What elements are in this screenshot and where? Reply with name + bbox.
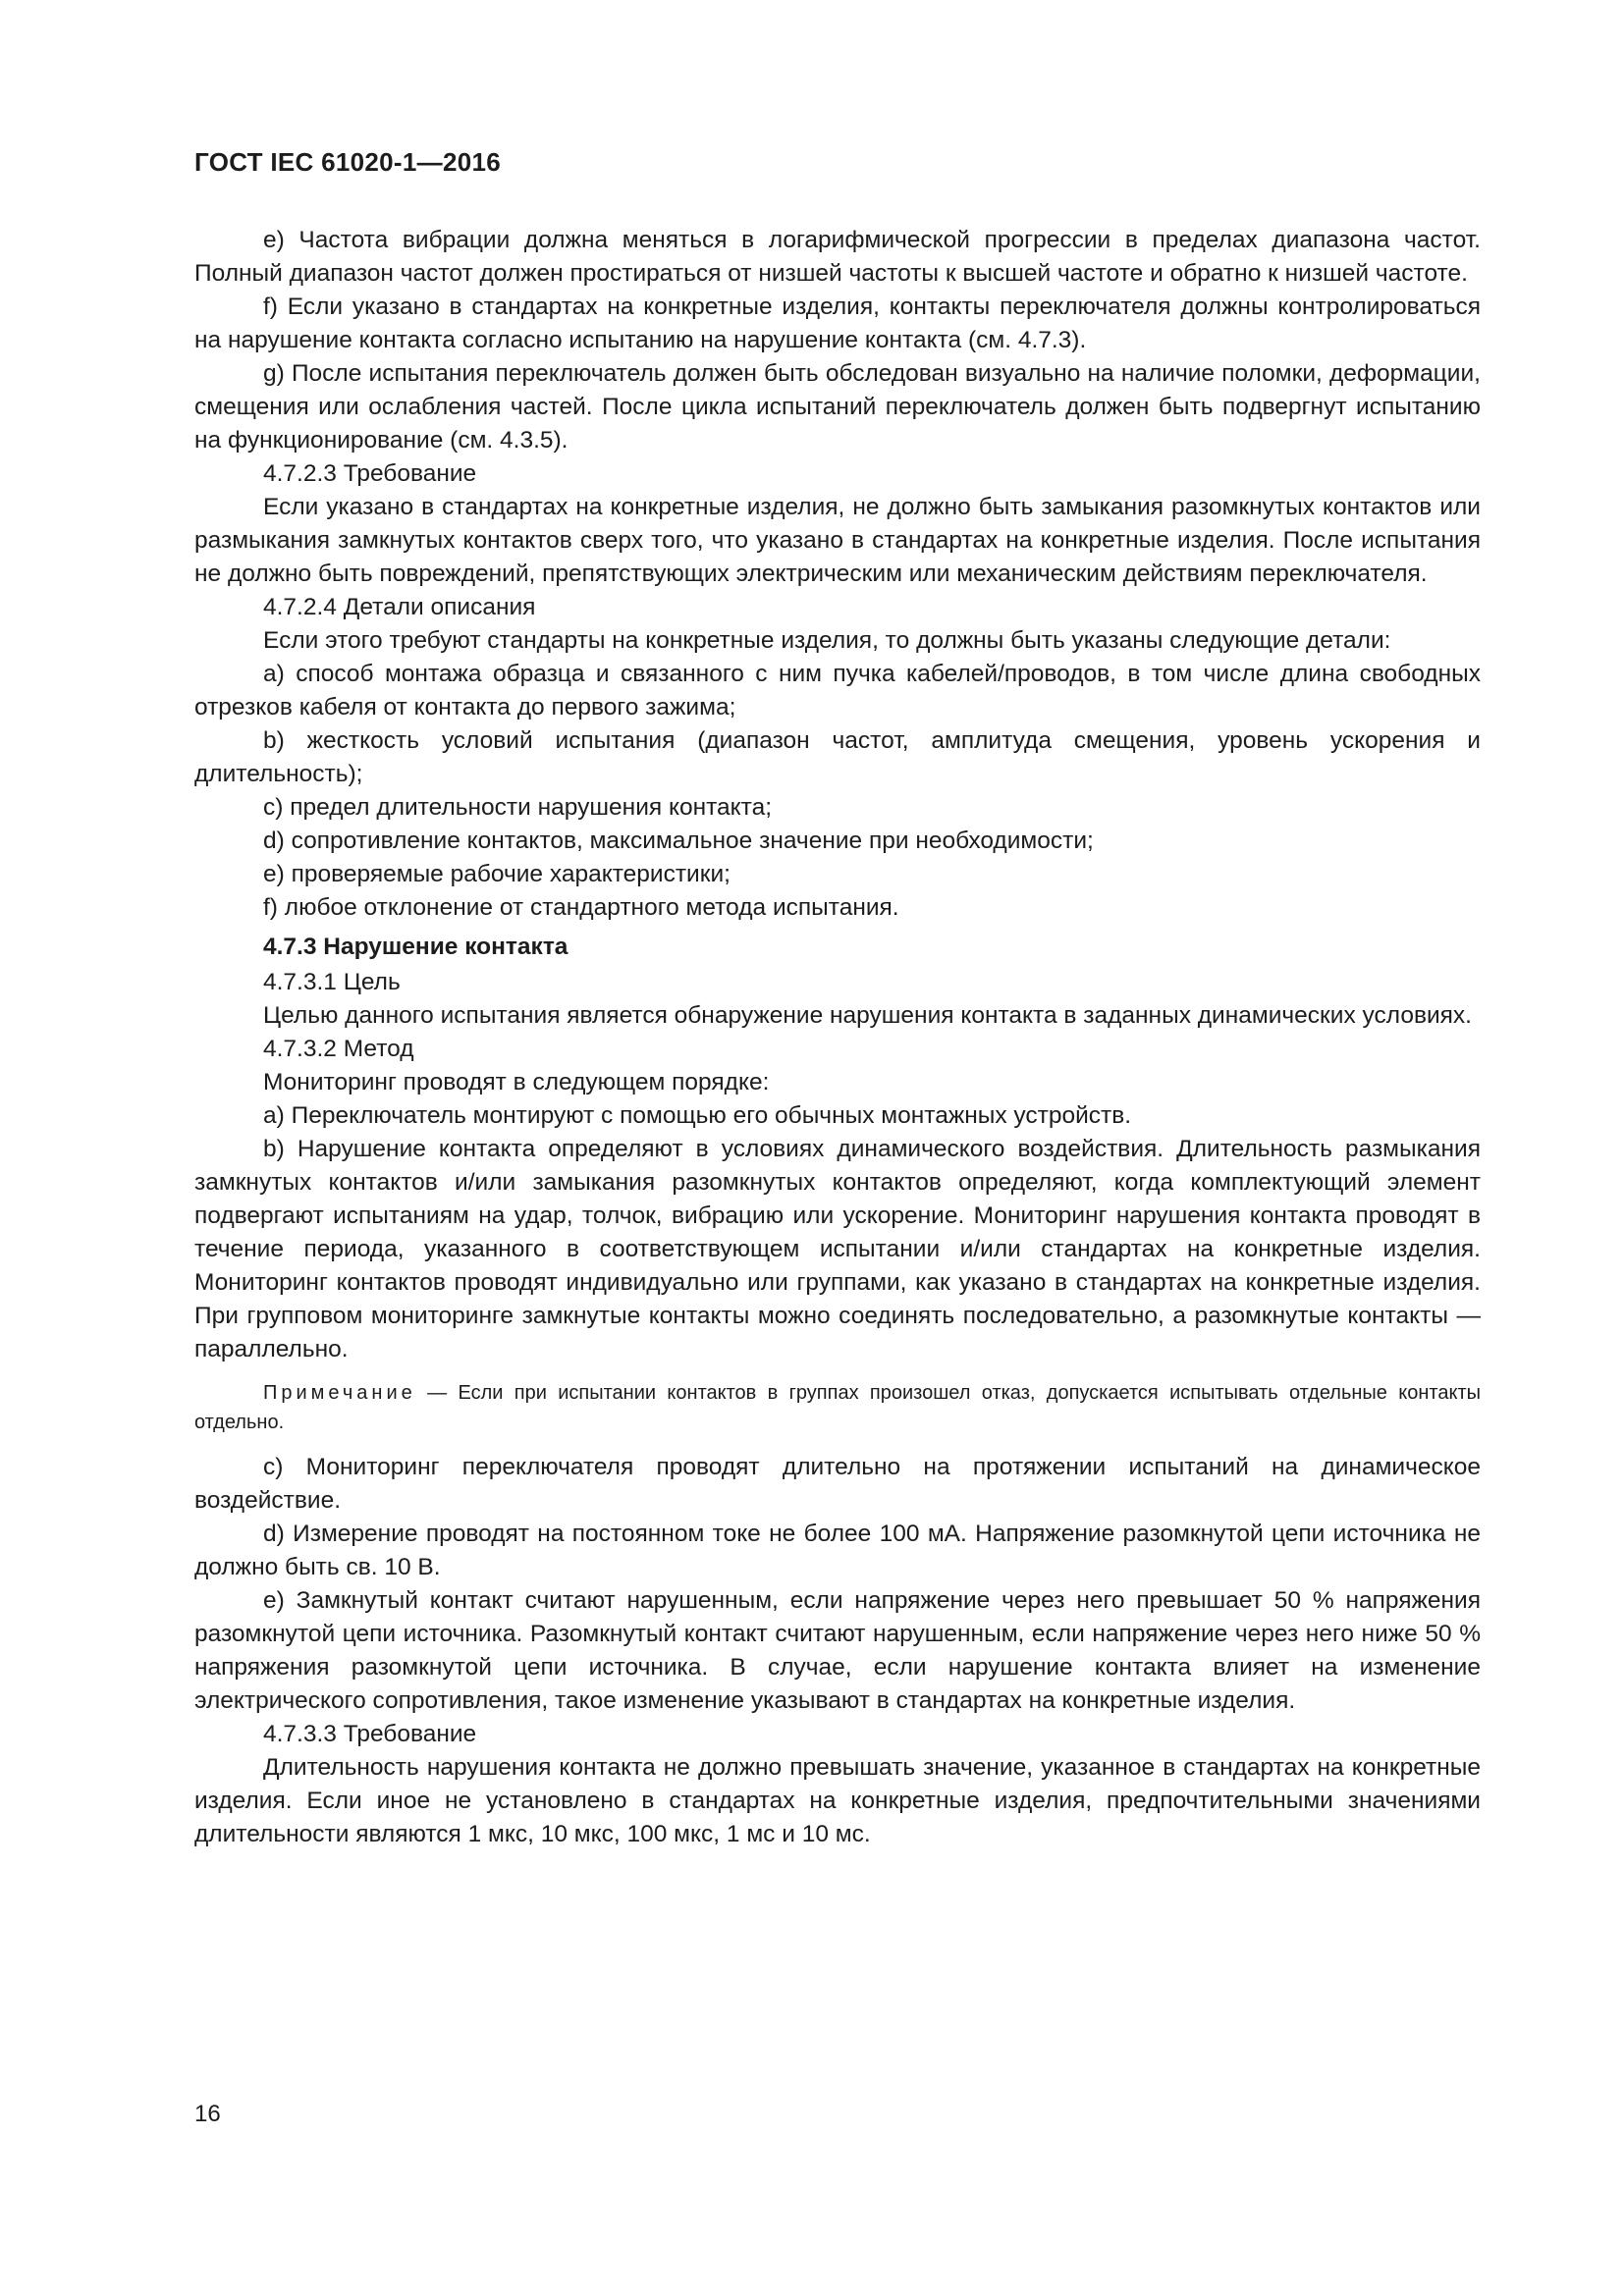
- paragraph: e) Замкнутый контакт считают нарушенным, если напряжение через него превышает 50 % напряжения разомкнутой цепи источника. Разомкнутый контакт считают нарушенным, если напряжение через него ниже 50 % напряжения разомкнутой цепи источника. В случае, если нарушение контакта влияет на изменение электрического сопротивления, такое изменение указывают в стандартах на конкретные изделия.: [194, 1587, 1481, 1714]
- page-number: 16: [194, 2101, 221, 2127]
- note-text: — Если при испытании контактов в группах произошел отказ, допускается испытывать отдельные контакты отдельно.: [194, 1382, 1481, 1433]
- paragraph: 4.7.3.1 Цель: [263, 969, 401, 995]
- paragraph: d) сопротивление контактов, максимальное значение при необходимости;: [263, 828, 1094, 854]
- paragraph: e) проверяемые рабочие характеристики;: [263, 861, 731, 887]
- paragraph: c) предел длительности нарушения контакта;: [263, 794, 773, 821]
- paragraph: f) любое отклонение от стандартного метода испытания.: [263, 894, 899, 921]
- paragraph: a) Переключатель монтируют с помощью его обычных монтажных устройств.: [263, 1102, 1132, 1129]
- paragraph: Длительность нарушения контакта не должно превышать значение, указанное в стандартах на конкретные изделия. Если иное не установлено в стандартах на конкретные изделия, предпочтительными значениями длительности являются 1 мкс, 10 мкс, 100 мкс, 1 мс и 10 мс.: [194, 1754, 1481, 1847]
- paragraph: Целью данного испытания является обнаружение нарушения контакта в заданных динамических условиях.: [263, 1002, 1472, 1029]
- paragraph: Если этого требуют стандарты на конкретные изделия, то должны быть указаны следующие детали:: [263, 627, 1391, 654]
- paragraph: b) Нарушение контакта определяют в условиях динамического воздействия. Длительность размыкания замкнутых контактов и/или замыкания разомкнутых контактов определяют, когда комплектующий элемент подвергают испытаниям на удар, толчок, вибрацию или ускорение. Мониторинг нарушения контакта проводят в течение периода, указанного в соответствующем испытании и/или стандартах на конкретные изделия. Мониторинг контактов проводят индивидуально или группами, как указано в стандартах на конкретные изделия. При групповом мониторинге замкнутые контакты можно соединять последовательно, а разомкнутые контакты — параллельно.: [194, 1136, 1481, 1362]
- document-header: ГОСТ IEC 61020-1—2016: [194, 147, 501, 177]
- paragraph: c) Мониторинг переключателя проводят длительно на протяжении испытаний на динамическое воздействие.: [194, 1454, 1481, 1514]
- paragraph: 4.7.3.2 Метод: [263, 1036, 414, 1062]
- paragraph: 4.7.2.4 Детали описания: [263, 594, 536, 620]
- paragraph: Мониторинг проводят в следующем порядке:: [263, 1069, 770, 1095]
- note-paragraph: [194, 1378, 1481, 1437]
- section-heading: 4.7.3 Нарушение контакта: [263, 934, 568, 960]
- paragraph: a) способ монтажа образца и связанного с ним пучка кабелей/проводов, в том числе длина свободных отрезков кабеля от контакта до первого зажима;: [194, 661, 1481, 721]
- paragraph: e) Частота вибрации должна меняться в логарифмической прогрессии в пределах диапазона частот. Полный диапазон частот должен простираться от низшей частоты к высшей частоте и обратно к низшей частоте.: [194, 227, 1481, 287]
- paragraph: d) Измерение проводят на постоянном токе не более 100 мА. Напряжение разомкнутой цепи источника не должно быть св. 10 В.: [194, 1521, 1481, 1580]
- paragraph: g) После испытания переключатель должен быть обследован визуально на наличие поломки, деформации, смещения или ослабления частей. После цикла испытаний переключатель должен быть подвергнут испытанию на функционирование (см. 4.3.5).: [194, 360, 1481, 454]
- note-label: Примечание: [263, 1382, 416, 1404]
- document-body: [194, 224, 1481, 1851]
- paragraph: f) Если указано в стандартах на конкретные изделия, контакты переключателя должны контролироваться на нарушение контакта согласно испытанию на нарушение контакта (см. 4.7.3).: [194, 294, 1481, 353]
- paragraph: 4.7.3.3 Требование: [263, 1721, 477, 1747]
- paragraph: Если указано в стандартах на конкретные изделия, не должно быть замыкания разомкнутых контактов или размыкания замкнутых контактов сверх того, что указано в стандартах на конкретные изделия. После испытания не должно быть повреждений, препятствующих электрическим или механическим действиям переключателя.: [194, 494, 1481, 587]
- paragraph: 4.7.2.3 Требование: [263, 460, 477, 487]
- paragraph: b) жесткость условий испытания (диапазон частот, амплитуда смещения, уровень ускорения и длительность);: [194, 727, 1481, 787]
